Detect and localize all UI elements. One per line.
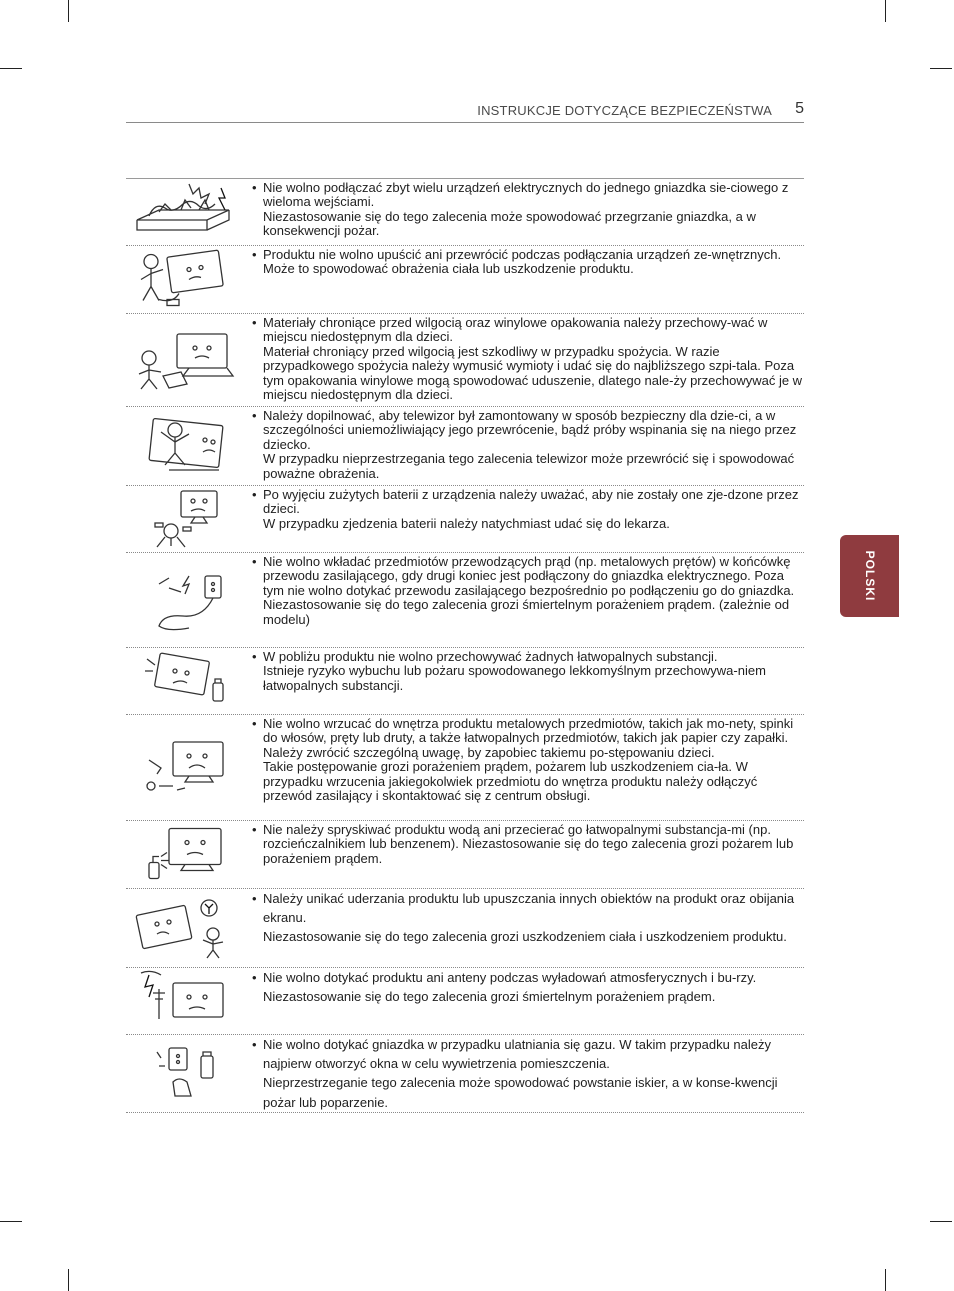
- warning-bullet: • Nie wolno wkładać przedmiotów przewodzących prąd (np. metalowych prętów) w końcówkę przewodu zasilającego, gdy drugi koniec jest podłączony do gniazdka elektrycznego. Poza tym nie wolno dotykać przewodu zasilającego bezpośrednio po podłączeniu go do gniazdka.: [252, 555, 804, 598]
- warning-bullet: • Produktu nie wolno upuścić ani przewrócić podczas podłączania urządzeń ze-wnętrznych.: [252, 248, 804, 262]
- warning-row: [126, 821, 804, 889]
- warning-bullet: • Po wyjęciu zużytych baterii z urządzenia należy uważać, aby nie zostały one zje-dzone przez dzieci.: [252, 488, 804, 517]
- crop-mark: [0, 1221, 22, 1222]
- warning-bullet: • Nie wolno dotykać produktu ani anteny podczas wyładowań atmosferycznych i bu-rzy.: [252, 968, 804, 987]
- crop-mark: [885, 1269, 886, 1291]
- warning-row: [126, 246, 804, 314]
- warning-row: [126, 553, 804, 648]
- warning-text: [252, 409, 804, 481]
- warning-note: Materiał chroniący przed wilgocią jest szkodliwy w przypadku spożycia. W razie przypadkowego spożycia należy wymusić wymioty i udać się do najbliższego szpi-tala. Poza tym opakowania winylowe mogą spowodować uduszenie, dlatego nale-ży przechowywać je w miejscu niedostępnym dla dzieci.: [263, 343, 803, 403]
- warning-row: [126, 1035, 804, 1113]
- warning-bullet: • Należy dopilnować, aby telewizor był zamontowany w sposób bezpieczny dla dzie-ci, a w szczególności uniemożliwiający jego przewrócenie, bądź próby wspinania się na niego przez dziecko.: [252, 409, 804, 452]
- warning-bullet: • W pobliżu produktu nie wolno przechowywać żadnych łatwopalnych substancji.: [252, 650, 804, 664]
- warning-row: [126, 179, 804, 246]
- crop-mark: [885, 0, 886, 22]
- warning-text: [252, 181, 804, 239]
- warning-bullet: • Nie wolno podłączać zbyt wielu urządzeń elektrycznych do jednego gniazdka sie-ciowego z wieloma wejściami.: [252, 181, 804, 210]
- warning-text: [252, 1035, 804, 1112]
- warning-row: [126, 314, 804, 407]
- crop-mark: [68, 0, 69, 22]
- tv-falling-child-icon: [126, 247, 244, 312]
- lightning-antenna-icon: [126, 969, 244, 1033]
- warning-row: [126, 715, 804, 821]
- warning-bullet: • Nie należy spryskiwać produktu wodą ani przecierać go łatwopalnymi substancja-mi (np. rozcieńczalnikiem lub benzenem). Niezastosowanie się do tego zalecenia grozi pożarem lub porażeniem prądem.: [252, 823, 804, 866]
- gas-leak-socket-icon: [126, 1036, 244, 1111]
- warning-row: [126, 486, 804, 553]
- metal-objects-tv-icon: [126, 716, 244, 819]
- warning-note: Nieprzestrzeganie tego zalecenia może spowodować powstanie iskier, a w konse-kwencji pożar lub poparzenie.: [263, 1075, 778, 1110]
- warning-bullet: • Materiały chroniące przed wilgocią oraz winylowe opakowania należy przechowy-wać w miejscu niedostępnym dla dzieci.: [252, 316, 804, 345]
- warning-text: [252, 889, 804, 947]
- packaging-child-icon: [126, 315, 244, 405]
- warning-note: Niezastosowanie się do tego zalecenia grozi uszkodzeniem ciała i uszkodzeniem produktu.: [263, 929, 787, 945]
- metal-plug-icon: [126, 554, 244, 646]
- warning-text: [252, 968, 804, 1006]
- spray-water-tv-icon: [126, 822, 244, 887]
- section-title: INSTRUKCJE DOTYCZĄCE BEZPIECZEŃSTWA: [477, 103, 772, 118]
- warning-row: [126, 648, 804, 715]
- ball-hitting-tv-icon: [126, 890, 244, 966]
- warning-text: [252, 823, 804, 866]
- language-tab: [840, 535, 899, 617]
- warning-note: Niezastosowanie się do tego zalecenia grozi śmiertelnym porażeniem prądem.: [263, 989, 716, 1005]
- warning-row: [126, 407, 804, 486]
- warning-bullet: • Należy unikać uderzania produktu lub upuszczania innych obiektów na produkt oraz obijania ekranu.: [252, 889, 804, 927]
- warning-bullet: • Nie wolno wrzucać do wnętrza produktu metalowych przedmiotów, takich jak mo-nety, spinki do włosów, pręty lub druty, a także łatwopalnych przedmiotów, takich jak papier czy zapałki. Należy zwrócić szczególną uwagę, by zapobiec takiemu po-stępowaniu dzieci.: [252, 717, 804, 760]
- warning-note: Może to spowodować obrażenia ciała lub uszkodzenie produktu.: [263, 261, 634, 277]
- warning-note: Niezastosowanie się do tego zalecenia grozi śmiertelnym porażeniem prądem. (zależnie od modelu): [263, 597, 790, 627]
- page-header: [126, 100, 804, 123]
- warning-note: Istnieje ryzyko wybuchu lub pożaru spowodowanego lekkomyślnym przechowywa-niem łatwopalnych substancji.: [263, 663, 766, 693]
- warning-text: [252, 555, 804, 627]
- warning-row: [126, 968, 804, 1035]
- warning-row: [126, 889, 804, 968]
- warning-text: [252, 488, 804, 531]
- battery-child-icon: [126, 487, 244, 551]
- crop-mark: [930, 68, 952, 69]
- warning-note: Niezastosowanie się do tego zalecenia może spowodować przegrzanie gniazdka, a w konsekwencji pożar.: [263, 208, 756, 239]
- safety-warnings-list: [126, 178, 804, 1113]
- language-tab-label: POLSKI: [862, 550, 877, 602]
- warning-text: [252, 717, 804, 803]
- crop-mark: [930, 1221, 952, 1222]
- warning-bullet: • Nie wolno dotykać gniazdka w przypadku ulatniania się gazu. W takim przypadku należy najpierw otworzyć okna w celu wywietrzenia pomieszczenia.: [252, 1035, 804, 1073]
- warning-note: Takie postępowanie grozi porażeniem prądem, pożarem lub uszkodzeniem cia-ła. W przypadku wrzucenia jakiegokolwiek przedmiotu do wnętrza produktu należy odłączyć przewód zasilający i skontaktować się z centrum obsługi.: [263, 759, 758, 804]
- warning-note: W przypadku zjedzenia baterii należy natychmiast udać się do lekarza.: [263, 515, 670, 531]
- crop-mark: [68, 1269, 69, 1291]
- flammable-substances-icon: [126, 649, 244, 713]
- warning-text: [252, 316, 804, 402]
- warning-note: W przypadku nieprzestrzegania tego zalecenia telewizor może przewrócić się i spowodować poważne obrażenia.: [263, 451, 795, 481]
- overloaded-socket-icon: [126, 180, 244, 244]
- crop-mark: [0, 68, 22, 69]
- warning-text: [252, 650, 804, 693]
- child-climbing-tv-icon: [126, 408, 244, 484]
- page-number: 5: [795, 100, 804, 117]
- warning-text: [252, 248, 804, 277]
